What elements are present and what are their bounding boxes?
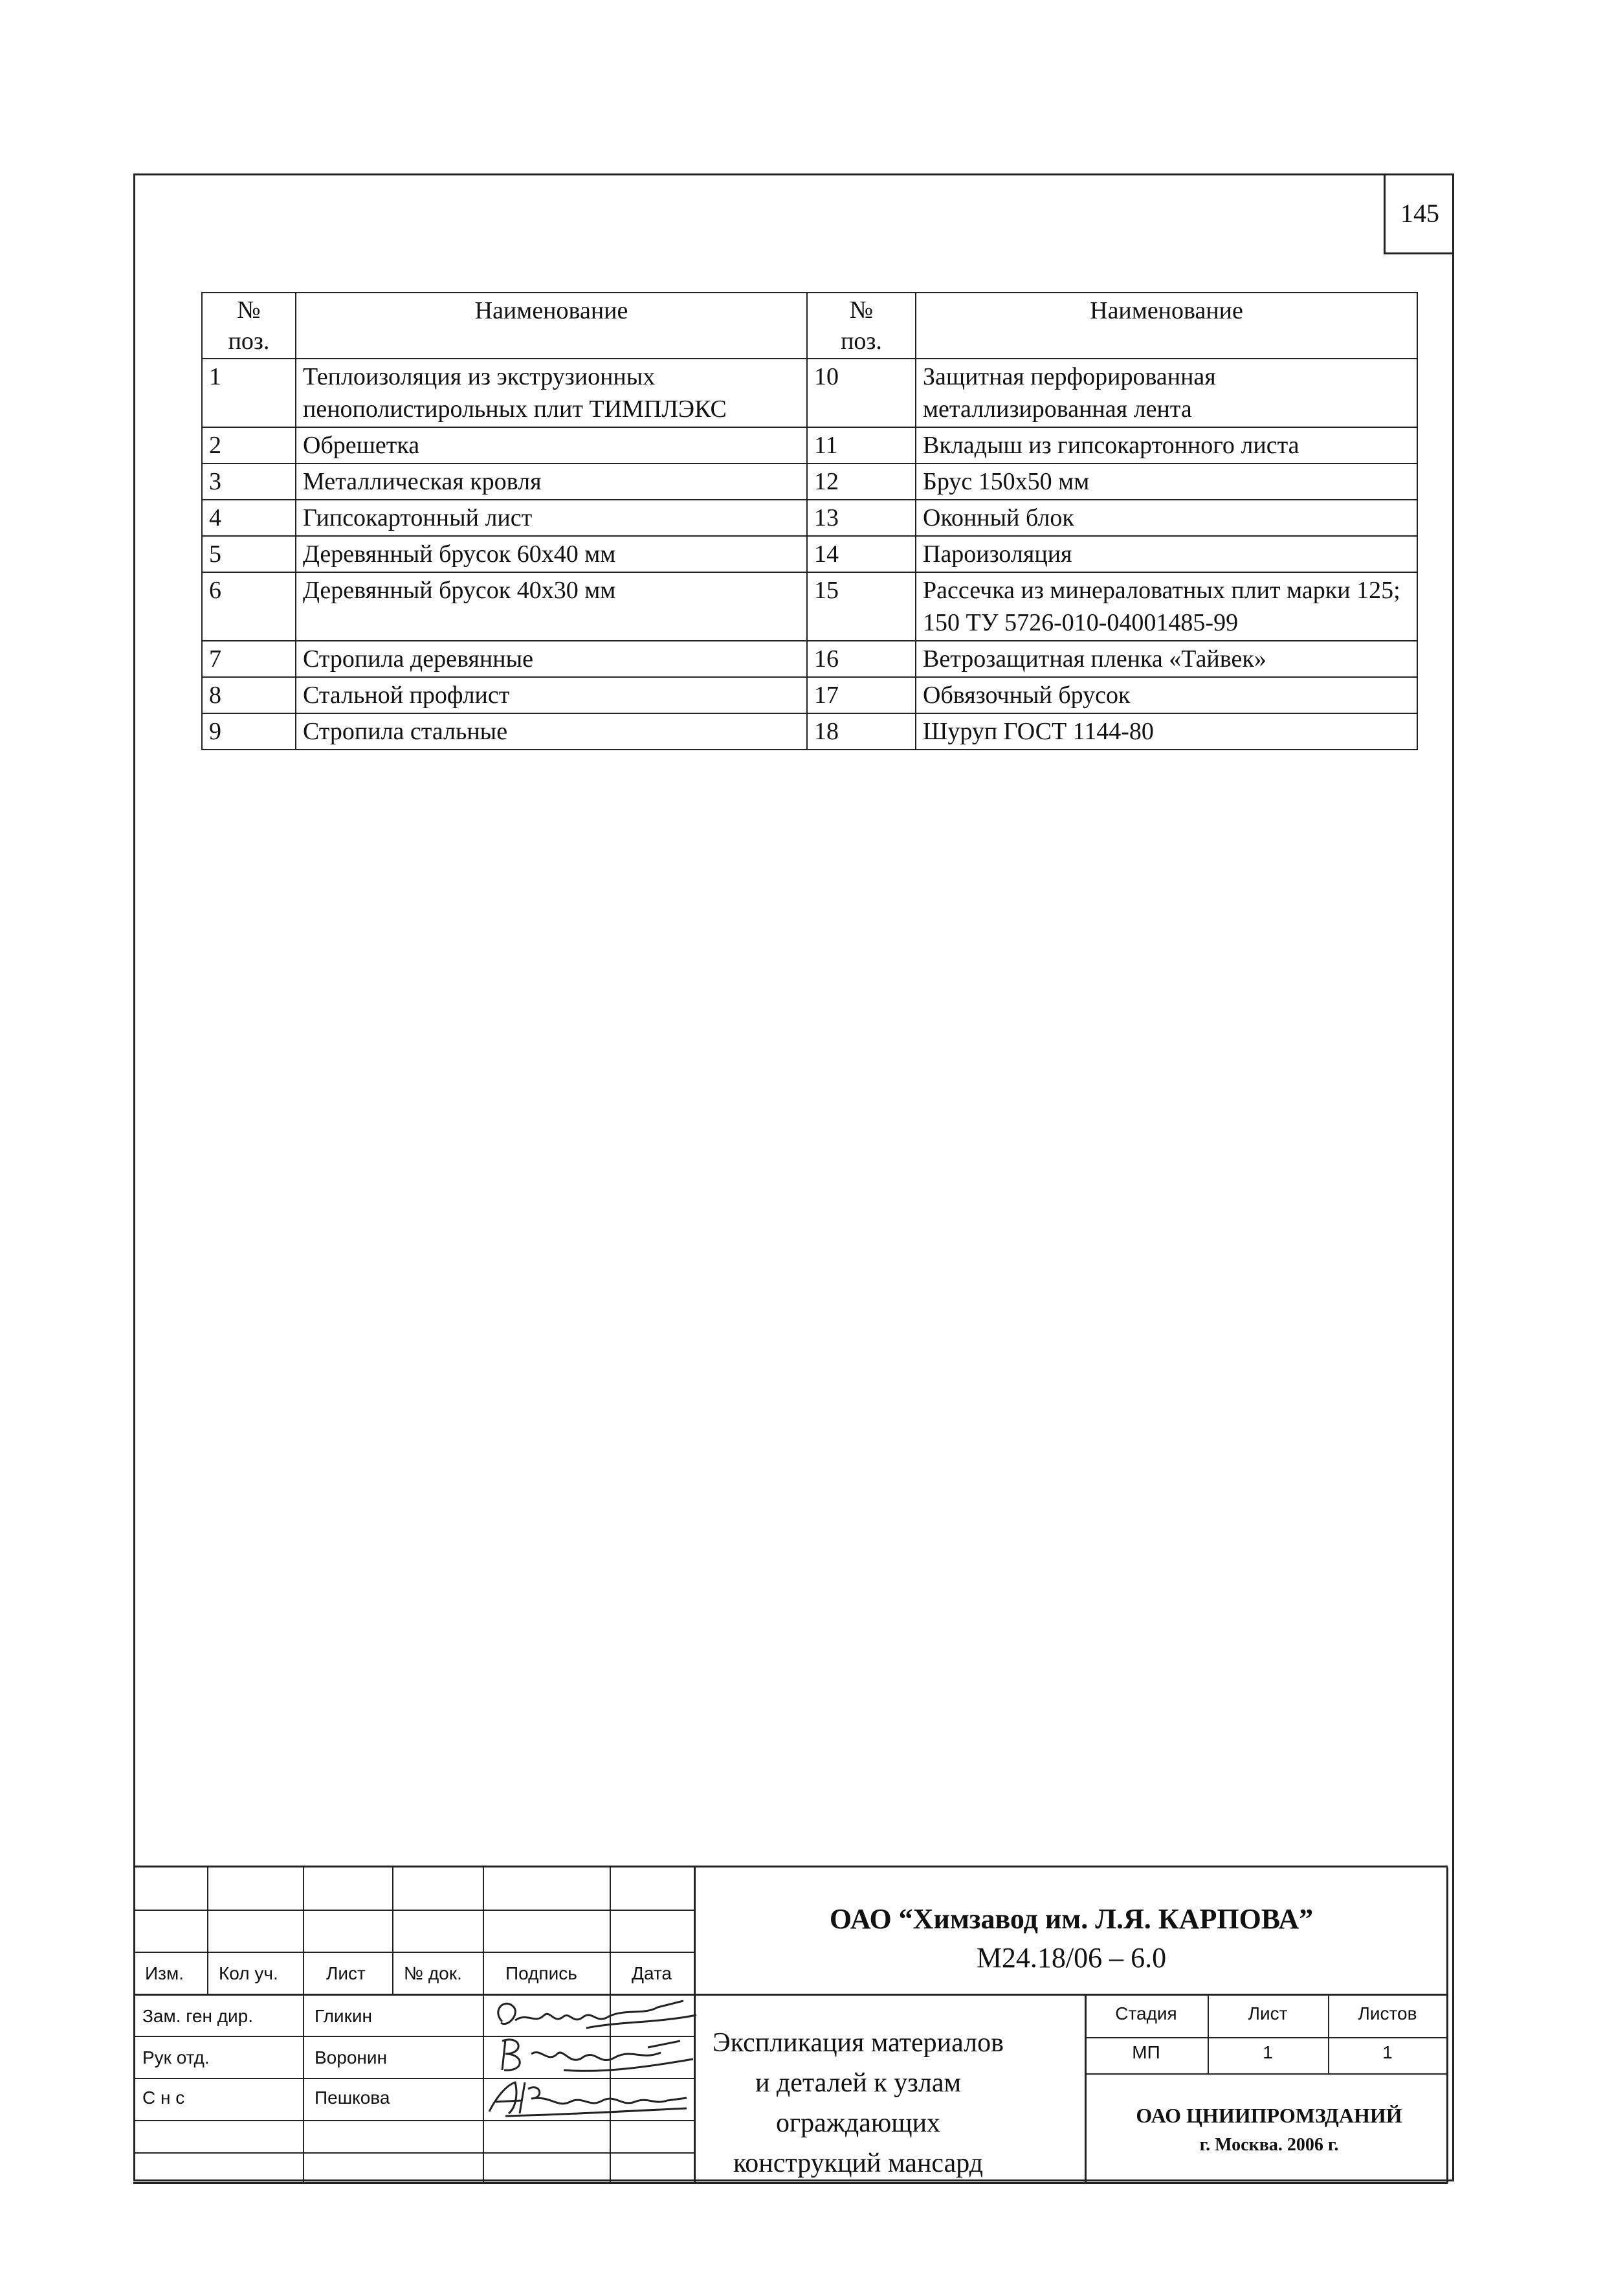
material-name: Пароизоляция [916, 536, 1417, 572]
col-date: Дата [632, 1963, 672, 1983]
material-name: Оконный блок [916, 500, 1417, 536]
sheets-value: 1 [1382, 2042, 1393, 2062]
position-number: 17 [807, 677, 916, 713]
sheet-label: Лист [1248, 2003, 1288, 2023]
material-name: Стропила деревянные [296, 641, 807, 677]
position-number: 6 [202, 572, 296, 641]
material-name: Обрешетка [296, 427, 807, 463]
page-number: 145 [1384, 173, 1454, 254]
table-row [202, 572, 1417, 641]
table-row [202, 677, 1417, 713]
table-row [202, 359, 1417, 427]
material-name: Обвязочный брусок [916, 677, 1417, 713]
title-block [133, 1866, 1448, 2183]
position-number: 14 [807, 536, 916, 572]
name-header-right: Наименование [916, 293, 1417, 359]
name-header-left: Наименование [296, 293, 807, 359]
designer-organization [1091, 2101, 1447, 2160]
role-3: С н с [142, 2088, 185, 2108]
col-izm: Изм. [145, 1963, 184, 1983]
pos-header-left: № поз. [202, 293, 296, 359]
sheet-value: 1 [1263, 2042, 1273, 2062]
position-number: 8 [202, 677, 296, 713]
signature-1 [489, 1996, 703, 2037]
designer-org-name: ОАО ЦНИИПРОМЗДАНИЙ [1136, 2104, 1402, 2127]
material-name: Брус 150х50 мм [916, 463, 1417, 500]
material-name: Стропила стальные [296, 713, 807, 750]
table-row [202, 463, 1417, 500]
signature-3 [480, 2076, 693, 2120]
role-2-name: Воронин [315, 2047, 387, 2068]
col-doc-number: № док. [404, 1963, 462, 1983]
pos-header-right: № поз. [807, 293, 916, 359]
position-number: 12 [807, 463, 916, 500]
material-name: Гипсокартонный лист [296, 500, 807, 536]
col-kol-uch: Кол уч. [219, 1963, 278, 1983]
signature-2 [486, 2034, 700, 2077]
role-1-name: Гликин [315, 2006, 372, 2026]
sheet-title: Экспликация материалов и деталей к узлам ограждающих конструкций мансард [713, 2028, 1004, 2178]
material-name: Стальной профлист [296, 677, 807, 713]
table-header-row [202, 293, 1417, 359]
material-name: Шуруп ГОСТ 1144-80 [916, 713, 1417, 750]
position-number: 7 [202, 641, 296, 677]
position-number: 15 [807, 572, 916, 641]
role-2: Рук отд. [142, 2047, 210, 2068]
table-row [202, 536, 1417, 572]
position-number: 13 [807, 500, 916, 536]
position-number: 5 [202, 536, 296, 572]
material-name: Металлическая кровля [296, 463, 807, 500]
table-row [202, 427, 1417, 463]
material-name: Теплоизоляция из экструзионных пенополистирольных плит ТИМПЛЭКС [296, 359, 807, 427]
stage-value: МП [1132, 2042, 1160, 2062]
position-number: 10 [807, 359, 916, 427]
stage-label: Стадия [1115, 2003, 1177, 2023]
position-number: 2 [202, 427, 296, 463]
material-name: Деревянный брусок 40х30 мм [296, 572, 807, 641]
material-name: Ветрозащитная пленка «Тайвек» [916, 641, 1417, 677]
table-row [202, 641, 1417, 677]
position-number: 1 [202, 359, 296, 427]
col-signature: Подпись [505, 1963, 577, 1983]
material-name: Вкладыш из гипсокартонного листа [916, 427, 1417, 463]
table-row [202, 500, 1417, 536]
role-3-name: Пешкова [315, 2088, 390, 2108]
position-number: 11 [807, 427, 916, 463]
role-1: Зам. ген дир. [142, 2006, 254, 2026]
materials-table [201, 292, 1418, 750]
material-name: Деревянный брусок 60х40 мм [296, 536, 807, 572]
position-number: 4 [202, 500, 296, 536]
table-row [202, 713, 1417, 750]
organization-name: ОАО “Химзавод им. Л.Я. КАРПОВА” [829, 1903, 1314, 1935]
sheets-label: Листов [1358, 2003, 1417, 2023]
position-number: 9 [202, 713, 296, 750]
material-name: Рассечка из минераловатных плит марки 125; 150 ТУ 5726-010-04001485-99 [916, 572, 1417, 641]
position-number: 3 [202, 463, 296, 500]
position-number: 18 [807, 713, 916, 750]
col-list: Лист [326, 1963, 366, 1983]
material-name: Защитная перфорированная металлизированная лента [916, 359, 1417, 427]
designer-city-year: г. Москва. 2006 г. [1199, 2135, 1339, 2155]
document-code: М24.18/06 – 6.0 [976, 1942, 1167, 1974]
position-number: 16 [807, 641, 916, 677]
